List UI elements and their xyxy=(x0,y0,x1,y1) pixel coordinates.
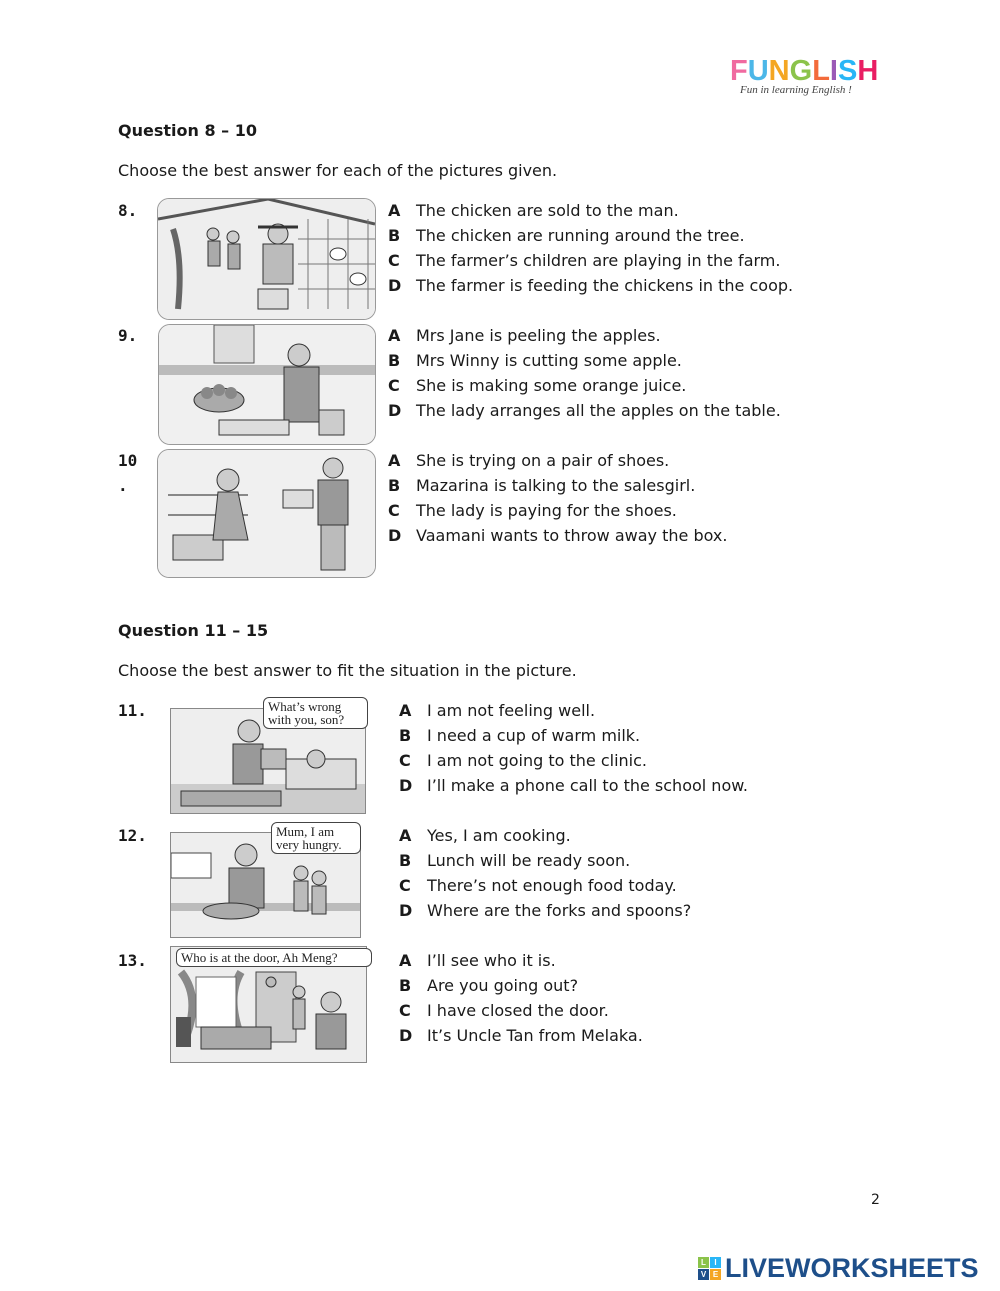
option[interactable]: C I have closed the door. xyxy=(399,1001,609,1020)
option[interactable]: D It’s Uncle Tan from Melaka. xyxy=(399,1026,643,1045)
section-heading: Question 11 – 15 xyxy=(118,621,269,640)
funglish-logo xyxy=(730,56,890,104)
logo-letter: H xyxy=(857,55,879,87)
option[interactable]: C She is making some orange juice. xyxy=(388,376,687,395)
logo-letter: I xyxy=(829,55,838,87)
icon-letter: L xyxy=(698,1257,709,1268)
question-number-dot: . xyxy=(118,476,128,495)
section-instruction: Choose the best answer for each of the pictures given. xyxy=(118,161,558,180)
option[interactable]: D Vaamani wants to throw away the box. xyxy=(388,526,728,545)
question-8-picture xyxy=(157,198,376,320)
option[interactable]: C There’s not enough food today. xyxy=(399,876,677,895)
question-number: 12. xyxy=(118,826,147,845)
logo-letter: G xyxy=(789,55,813,87)
question-number: 9. xyxy=(118,326,138,345)
option[interactable]: D The lady arranges all the apples on the table. xyxy=(388,401,781,420)
question-number: 8. xyxy=(118,201,138,220)
option[interactable]: A Mrs Jane is peeling the apples. xyxy=(388,326,661,345)
logo-letter: L xyxy=(812,55,830,87)
kitchen-apples-illustration xyxy=(159,325,375,444)
option[interactable]: C I am not going to the clinic. xyxy=(399,751,647,770)
option[interactable]: D I’ll make a phone call to the school now. xyxy=(399,776,748,795)
option[interactable]: C The farmer’s children are playing in the farm. xyxy=(388,251,781,270)
section-heading: Question 8 – 10 xyxy=(118,121,257,140)
option[interactable]: B Mazarina is talking to the salesgirl. xyxy=(388,476,696,495)
question-number: 13. xyxy=(118,951,147,970)
logo-letter: N xyxy=(768,55,790,87)
question-10-picture xyxy=(157,449,376,578)
liveworksheets-logo xyxy=(698,1253,979,1284)
speech-bubble: Who is at the door, Ah Meng? xyxy=(176,948,372,967)
speech-bubble: Mum, I am very hungry. xyxy=(271,822,361,854)
option[interactable]: B Mrs Winny is cutting some apple. xyxy=(388,351,682,370)
page-number: 2 xyxy=(871,1192,880,1208)
option[interactable]: A Yes, I am cooking. xyxy=(399,826,571,845)
logo-word xyxy=(730,56,890,86)
icon-letter: V xyxy=(698,1269,709,1280)
option[interactable]: A I’ll see who it is. xyxy=(399,951,556,970)
option[interactable]: A I am not feeling well. xyxy=(399,701,596,720)
question-number: 11. xyxy=(118,701,147,720)
farmer-chickens-illustration xyxy=(158,199,375,319)
option[interactable]: B I need a cup of warm milk. xyxy=(399,726,641,745)
option[interactable]: D The farmer is feeding the chickens in the coop. xyxy=(388,276,794,295)
logo-tagline: Fun in learning English ! xyxy=(740,84,852,96)
speech-bubble: What’s wrong with you, son? xyxy=(263,697,368,729)
option[interactable]: B The chicken are running around the tree. xyxy=(388,226,745,245)
brand-text: LIVEWORKSHEETS xyxy=(725,1253,979,1283)
icon-letter: E xyxy=(710,1269,721,1280)
section-instruction: Choose the best answer to fit the situation in the picture. xyxy=(118,661,577,680)
liveworksheets-icon xyxy=(698,1257,721,1280)
shoe-shop-illustration xyxy=(158,450,375,577)
question-number: 10 xyxy=(118,451,138,470)
option[interactable]: B Lunch will be ready soon. xyxy=(399,851,631,870)
logo-letter: S xyxy=(837,55,858,87)
question-9-picture xyxy=(158,324,376,445)
option[interactable]: C The lady is paying for the shoes. xyxy=(388,501,677,520)
option[interactable]: B Are you going out? xyxy=(399,976,579,995)
logo-letter: F xyxy=(730,55,748,87)
option[interactable]: D Where are the forks and spoons? xyxy=(399,901,692,920)
icon-letter: I xyxy=(710,1257,721,1268)
option[interactable]: A She is trying on a pair of shoes. xyxy=(388,451,670,470)
logo-letter: U xyxy=(747,55,769,87)
option[interactable]: A The chicken are sold to the man. xyxy=(388,201,679,220)
